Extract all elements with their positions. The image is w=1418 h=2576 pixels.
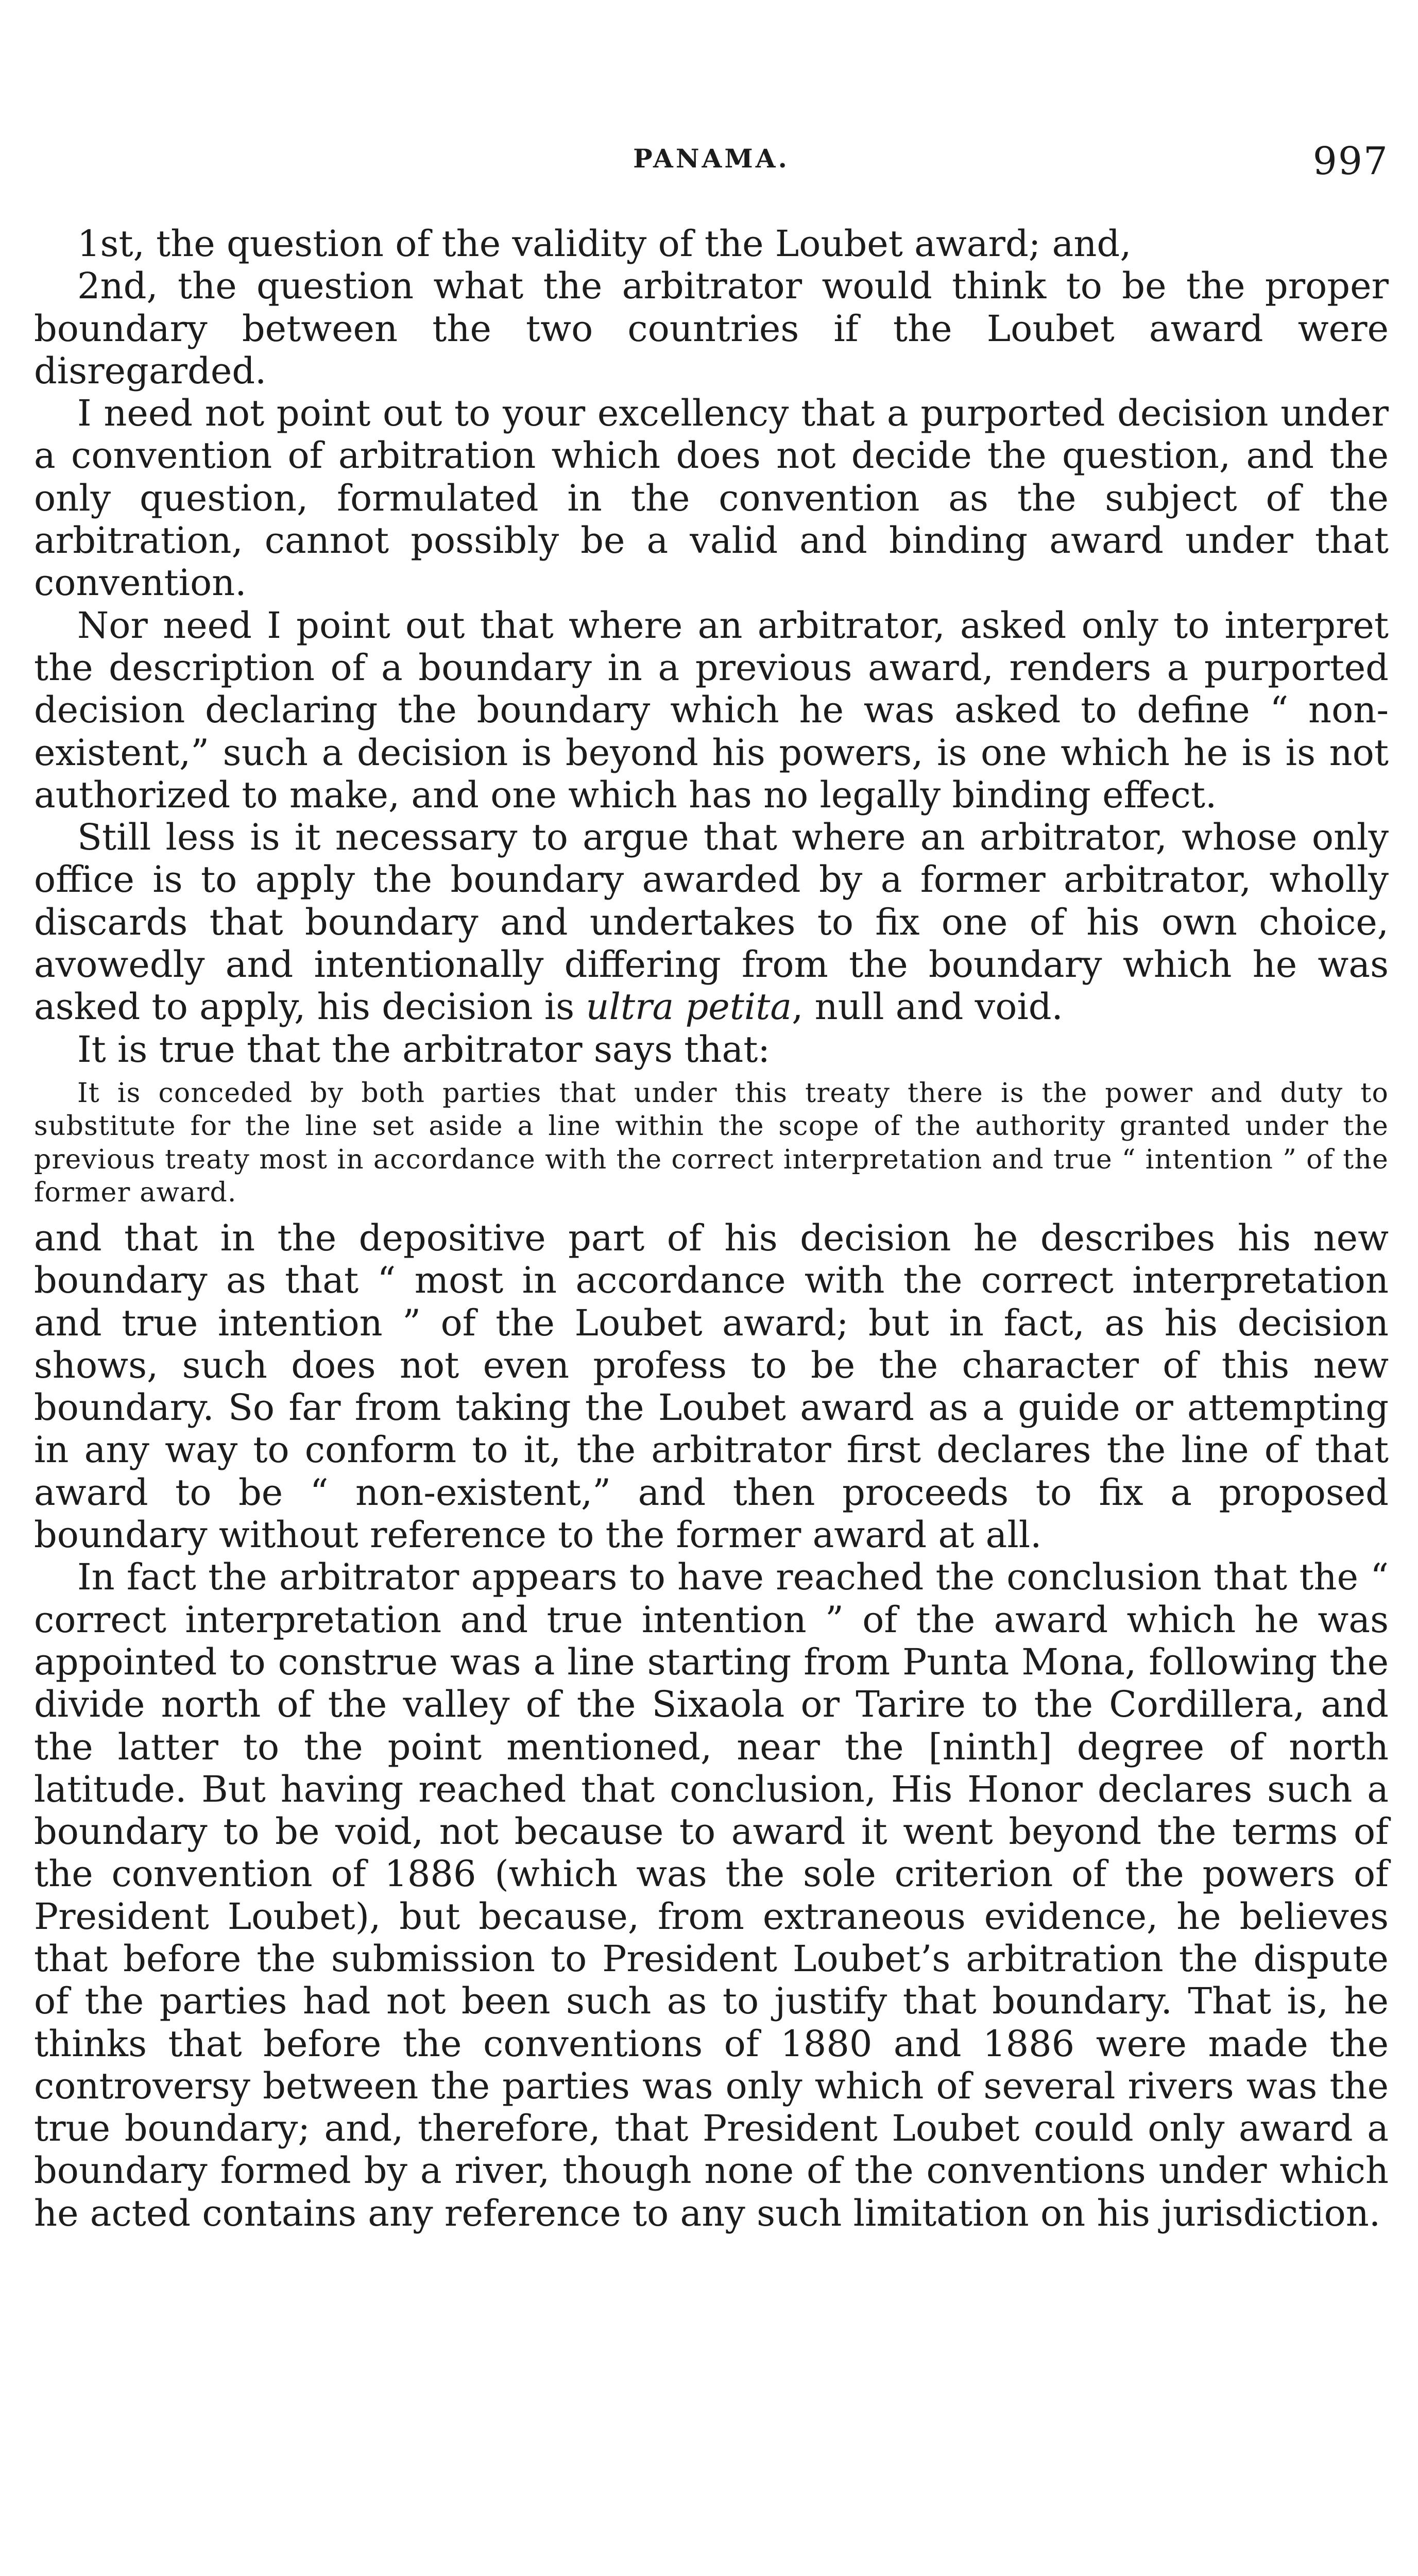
block-quote: It is conceded by both parties that under this treaty there is the power and duty to substitute for the line set aside a line within the scope of the authority granted under the previous treaty most in accordance with the correct interpretation and true “ intention ” of the former award.	[34, 1077, 1389, 1209]
paragraph-8: In fact the arbitrator appears to have reached the conclusion that the “ correct interpretation and true intention ” of the award which he was appointed to construe was a line starting from Punta Mona, following the divide north of the valley of the Sixaola or Tarire to the Cordillera, and the latter to the point mentioned, near the [ninth] degree of north latitude. But having reached that conclusion, His Honor declares such a boundary to be void, not because to award it went beyond the terms of the convention of 1886 (which was the sole criterion of the powers of President Loubet), but because, from extraneous evidence, he believes that before the submission to President Loubet’s arbitration the dispute of the parties had not been such as to justify that boundary. That is, he thinks that before the conventions of 1880 and 1886 were made the controversy between the parties was only which of several rivers was the true boundary; and, therefore, that President Loubet could only award a boundary formed by a river, though none of the conventions under which he acted contains any reference to any such limitation on his jurisdiction.	[34, 1556, 1389, 2234]
paragraph-5-end: , null and void.	[792, 986, 1063, 1028]
paragraph-3: I need not point out to your excellency that a purported decision under a convention of arbitration which does not decide the question, and the only question, formulated in the convention as the subject of the arbitration, cannot possibly be a valid and binding award under that convention.	[34, 392, 1389, 604]
paragraph-4: Nor need I point out that where an arbitrator, asked only to interpret the description of a boundary in a previous award, renders a purported decision declaring the boundary which he was asked to define “ non-existent,” such a decision is beyond his powers, is one which he is is not authorized to make, and one which has no legally binding effect.	[34, 604, 1389, 816]
paragraph-5-text: Still less is it necessary to argue that where an arbitrator, whose only office is to apply the boundary awarded by a former arbitrator, wholly discards that boundary and undertakes to fix one of his own choice, avowedly and intentionally differing from the boundary which he was asked to apply, his decision is	[34, 816, 1389, 1028]
paragraph-7: and that in the depositive part of his decision he describes his new boundary as that “ most in accordance with the correct interpretation and true intention ” of the Loubet award; but in fact, as his decision shows, such does not even profess to be the character of this new boundary. So far from taking the Loubet award as a guide or attempting in any way to conform to it, the arbitrator first declares the line of that award to be “ non-existent,” and then proceeds to fix a proposed boundary without reference to the former award at all.	[34, 1216, 1389, 1556]
paragraph-6: It is true that the arbitrator says that:	[77, 1028, 770, 1071]
paragraph-1: 1st, the question of the validity of the Loubet award; and,	[77, 223, 1132, 265]
paragraph-5	[34, 816, 1389, 1028]
page-header	[34, 139, 1389, 185]
page-number: 997	[1312, 139, 1389, 183]
running-title: PANAMA.	[633, 143, 790, 174]
latin-phrase: ultra petita	[586, 986, 792, 1028]
paragraph-2: 2nd, the question what the arbitrator would think to be the proper boundary between the two countries if the Loubet award were disregarded.	[34, 265, 1389, 392]
body-text	[34, 223, 1389, 2234]
